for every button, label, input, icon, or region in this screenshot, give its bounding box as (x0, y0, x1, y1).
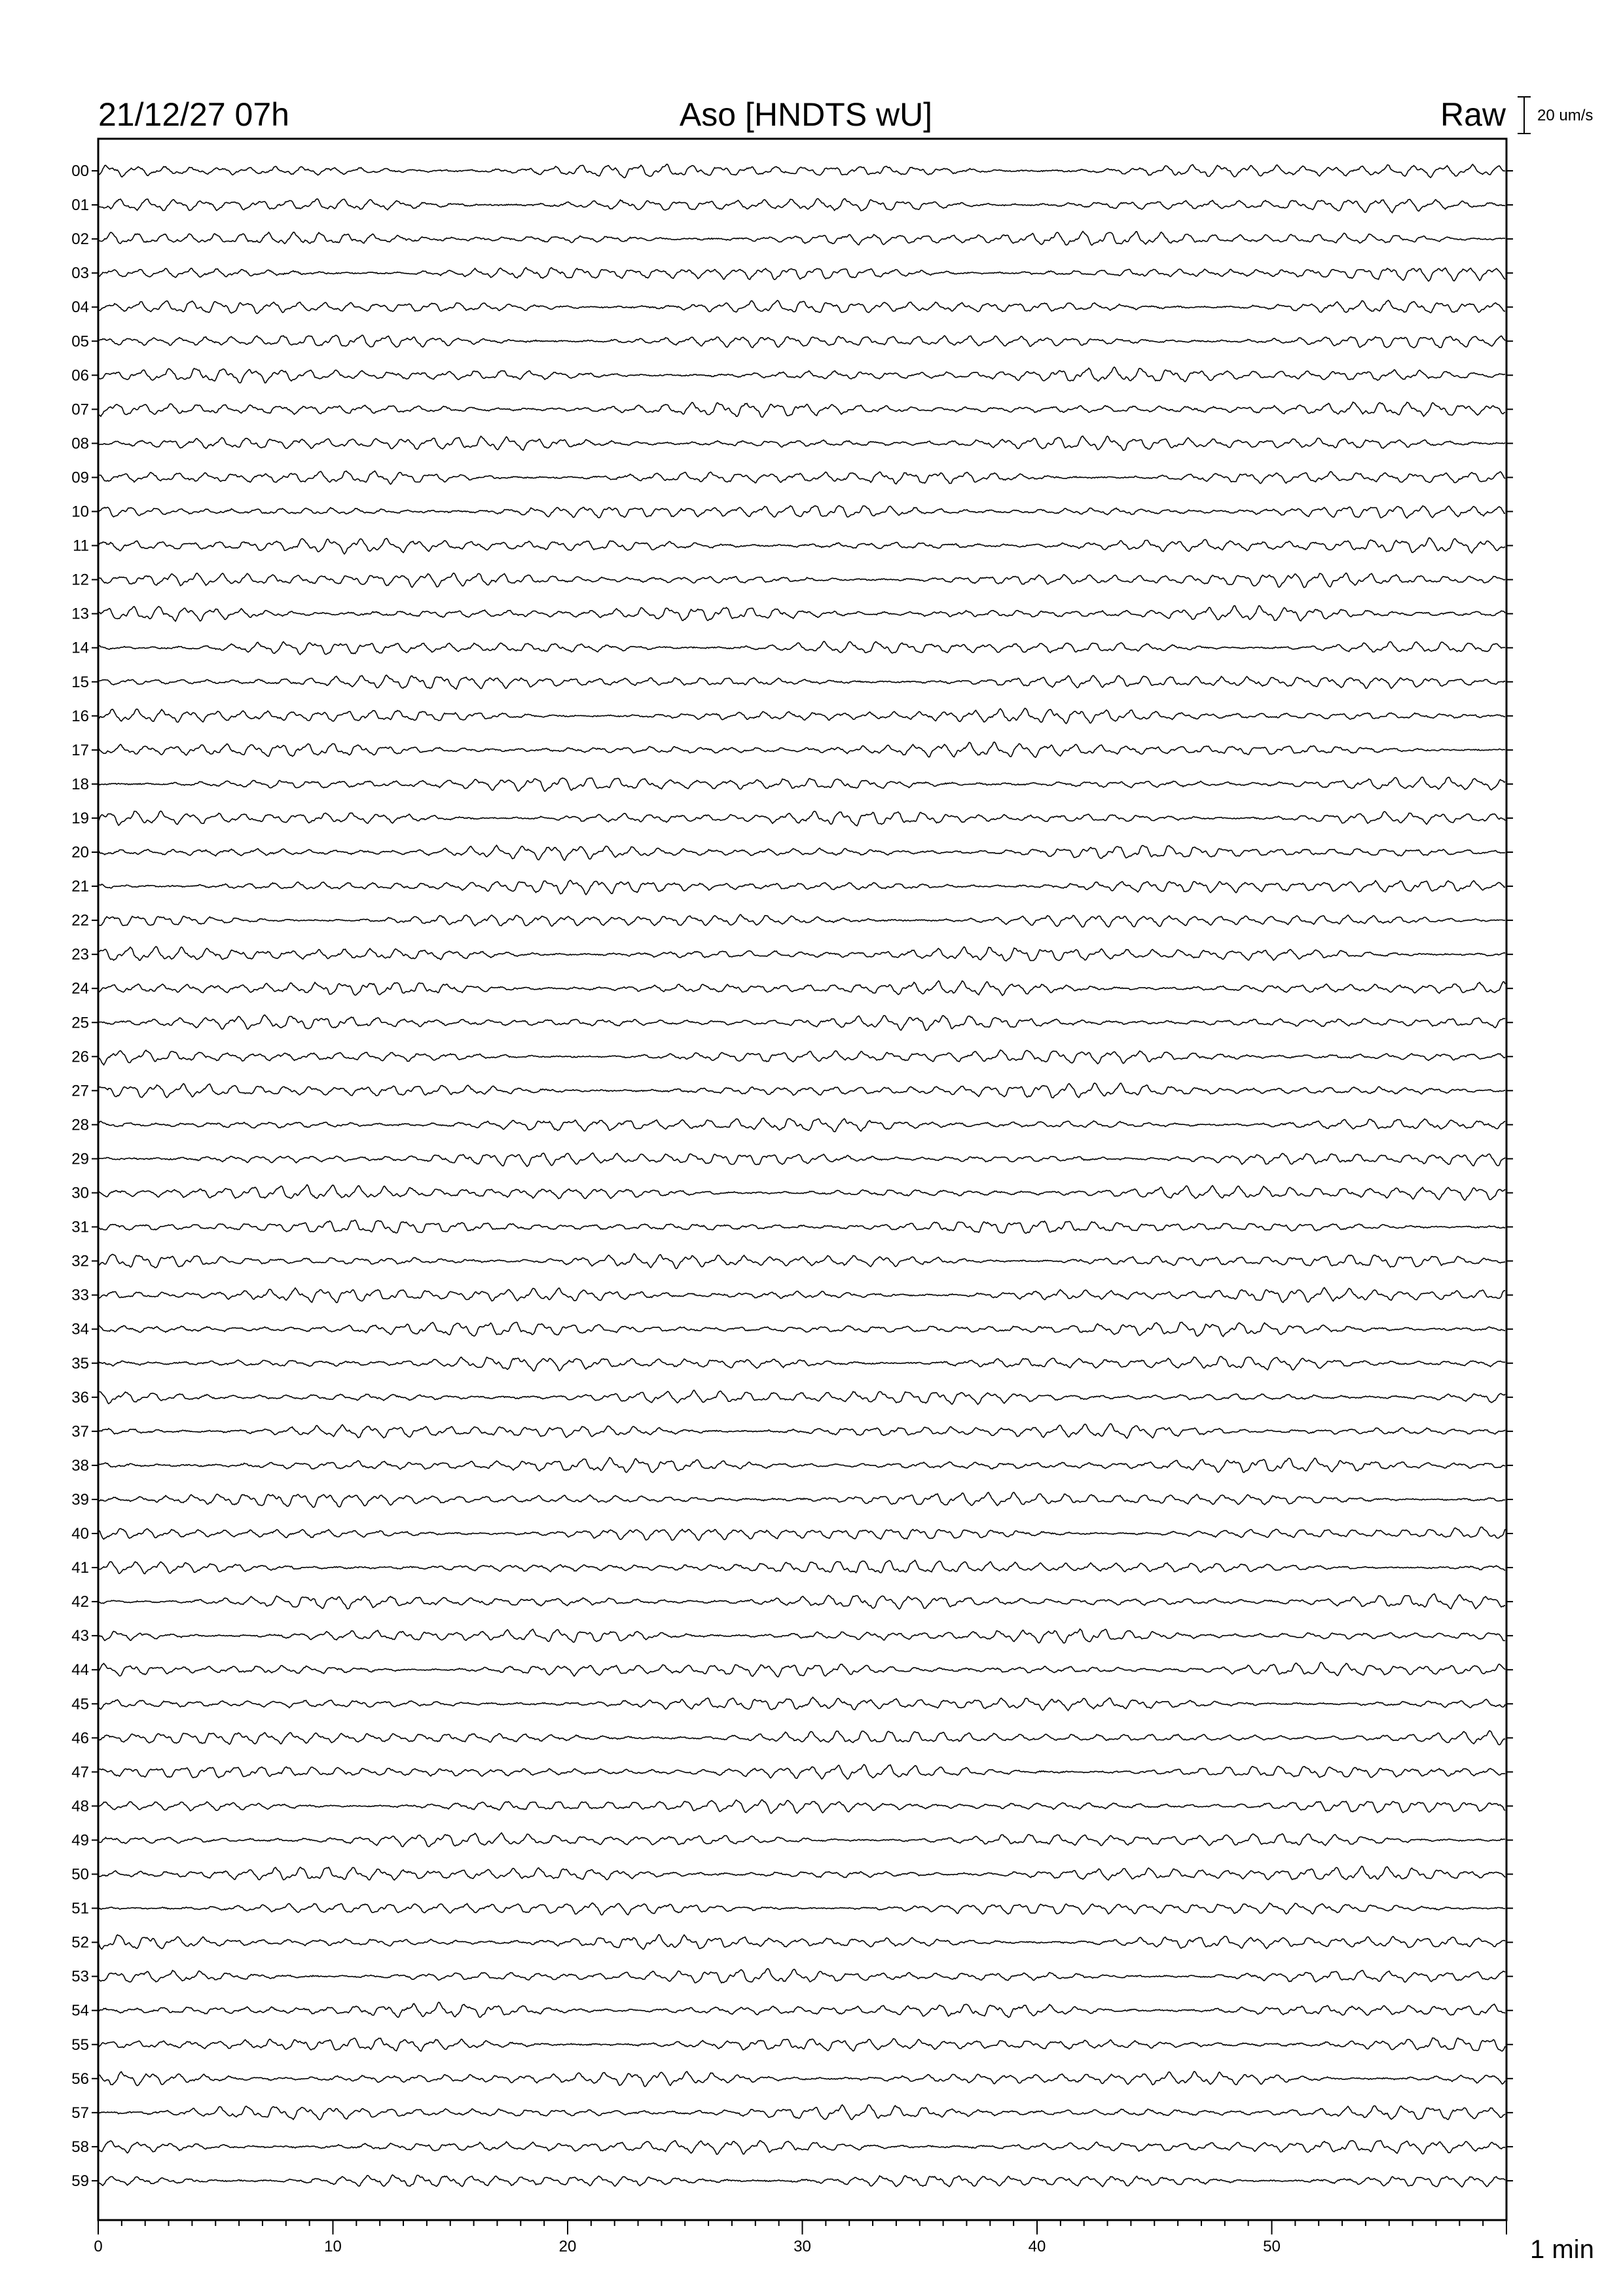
row-label: 55 (71, 2036, 89, 2054)
row-label: 37 (71, 1422, 89, 1441)
row-label: 44 (71, 1661, 89, 1679)
row-label: 15 (71, 673, 89, 691)
row-label: 18 (71, 775, 89, 793)
row-label: 23 (71, 946, 89, 964)
row-label: 47 (71, 1763, 89, 1782)
row-label: 49 (71, 1831, 89, 1850)
row-label: 02 (71, 230, 89, 249)
row-label: 45 (71, 1695, 89, 1713)
row-label: 56 (71, 2070, 89, 2088)
row-label: 21 (71, 878, 89, 896)
row-label: 42 (71, 1593, 89, 1611)
row-label: 28 (71, 1116, 89, 1134)
x-tick-label: 10 (324, 2238, 342, 2255)
row-label: 14 (71, 639, 89, 657)
row-label: 25 (71, 1014, 89, 1032)
row-label: 13 (71, 605, 89, 623)
raw-label: Raw (1440, 96, 1506, 133)
row-label: 24 (71, 980, 89, 998)
row-label: 20 (71, 844, 89, 861)
x-tick-label: 30 (793, 2238, 811, 2255)
row-label: 29 (71, 1150, 89, 1168)
x-tick-label: 40 (1028, 2238, 1046, 2255)
row-label: 19 (71, 809, 89, 827)
row-label: 38 (71, 1456, 89, 1475)
x-tick-label: 20 (558, 2238, 577, 2255)
row-label: 50 (71, 1865, 89, 1884)
row-label: 04 (71, 298, 89, 317)
row-label: 12 (71, 571, 89, 589)
row-label: 39 (71, 1490, 89, 1509)
row-label: 22 (71, 912, 89, 930)
row-label: 54 (71, 2001, 89, 2020)
scale-label: 20 um/s (1537, 107, 1594, 124)
row-label: 41 (71, 1559, 89, 1577)
row-label: 32 (71, 1252, 89, 1270)
row-label: 07 (71, 401, 89, 419)
row-label: 33 (71, 1286, 89, 1304)
row-label: 57 (71, 2104, 89, 2122)
row-label: 06 (71, 367, 89, 385)
row-label: 35 (71, 1354, 89, 1372)
row-label: 40 (71, 1525, 89, 1543)
row-label: 48 (71, 1797, 89, 1816)
row-label: 09 (71, 469, 89, 487)
row-label: 46 (71, 1729, 89, 1748)
row-label: 11 (73, 537, 89, 555)
date-hour-title: 21/12/27 07h (98, 96, 289, 133)
row-label: 16 (71, 707, 89, 725)
row-label: 34 (71, 1320, 89, 1338)
row-label: 43 (71, 1627, 89, 1645)
row-label: 36 (71, 1388, 89, 1407)
row-label: 31 (71, 1218, 89, 1236)
row-label: 08 (71, 435, 89, 453)
x-unit-label: 1 min (1530, 2235, 1594, 2264)
x-tick-label: 50 (1263, 2238, 1281, 2255)
row-label: 59 (71, 2172, 89, 2190)
row-label: 03 (71, 264, 89, 283)
row-label: 52 (71, 1933, 89, 1952)
row-label: 53 (71, 1967, 89, 1986)
row-label: 58 (71, 2138, 89, 2156)
row-label: 10 (71, 503, 89, 521)
row-label: 30 (71, 1184, 89, 1202)
row-label: 17 (71, 741, 89, 759)
station-title: Aso [HNDTS wU] (679, 96, 933, 133)
row-label: 01 (71, 196, 89, 215)
row-label: 05 (71, 332, 89, 351)
x-tick-label: 0 (94, 2238, 103, 2255)
row-label: 00 (71, 162, 89, 180)
row-label: 26 (71, 1048, 89, 1066)
row-label: 51 (71, 1899, 89, 1918)
row-label: 27 (71, 1082, 89, 1100)
